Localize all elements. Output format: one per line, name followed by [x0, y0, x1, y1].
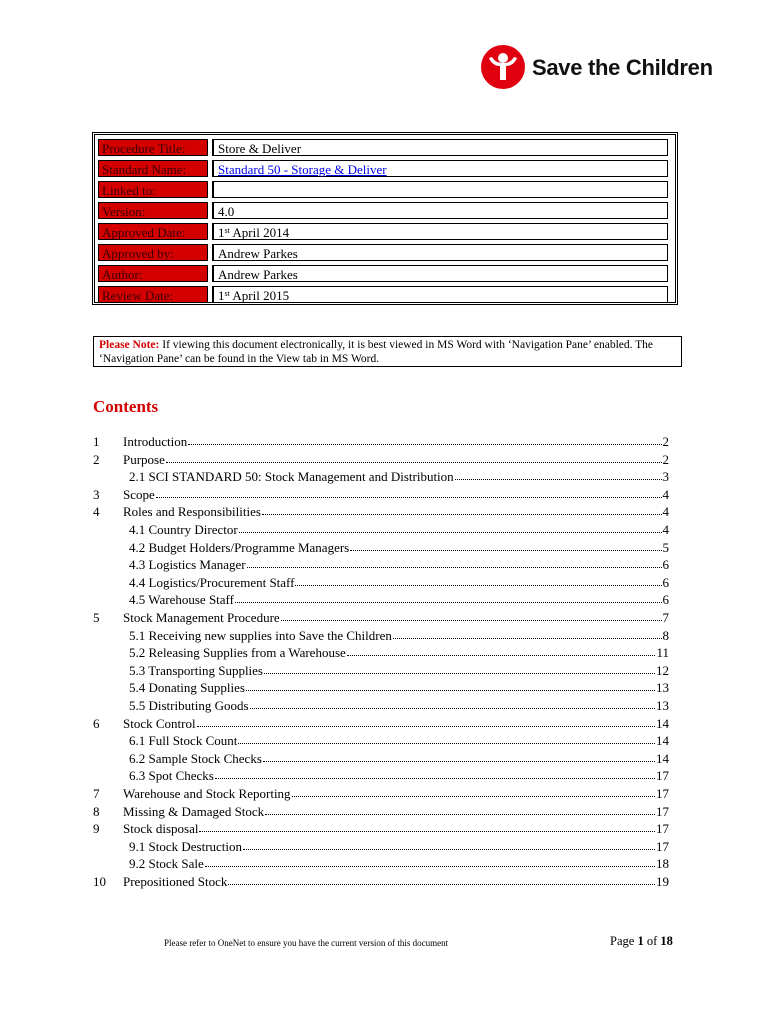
toc-entry-title: Stock disposal — [123, 821, 199, 836]
toc-dot-leader — [238, 731, 655, 744]
toc-entry-title: 6.3 Spot Checks — [129, 768, 214, 783]
info-label: Approved by: — [98, 244, 208, 261]
toc-entry-title: Stock Management Procedure — [123, 610, 280, 625]
toc-entry-title: 4.2 Budget Holders/Programme Managers — [129, 540, 350, 555]
info-row-linked-to — [98, 181, 672, 198]
info-value: Store & Deliver — [212, 139, 668, 156]
toc-entry-number: 9 — [93, 821, 100, 836]
toc-dot-leader — [455, 467, 662, 480]
toc-entry-page: 13 — [656, 680, 669, 695]
toc-dot-leader — [235, 590, 662, 603]
toc-entry-page: 4 — [662, 487, 669, 502]
toc-entry-title: 4.5 Warehouse Staff — [129, 592, 234, 607]
info-row-version — [98, 202, 672, 219]
toc-entry[interactable] — [93, 591, 669, 609]
toc-entry[interactable] — [93, 503, 669, 521]
contents-heading: Contents — [93, 397, 159, 416]
info-value — [212, 286, 668, 303]
info-row-approved-date — [98, 223, 672, 240]
footer-note: Please refer to OneNet to ensure you have the current version of this document — [164, 938, 449, 948]
toc-entry-title: 6.1 Full Stock Count — [129, 733, 238, 748]
info-value — [212, 160, 668, 177]
toc-entry-page: 17 — [656, 786, 669, 801]
please-note-box — [93, 336, 682, 367]
toc-entry-page: 17 — [656, 821, 669, 836]
toc-entry[interactable] — [93, 767, 669, 785]
info-label: Linked to: — [98, 181, 208, 198]
toc-dot-leader — [265, 802, 655, 815]
toc-entry-title: 2.1 SCI STANDARD 50: Stock Management and Distribution — [129, 469, 454, 484]
toc-entry[interactable] — [93, 679, 669, 697]
info-label: Review Date: — [98, 286, 208, 303]
toc-dot-leader — [263, 749, 655, 762]
date-rest: April 2014 — [229, 225, 290, 240]
toc-entry[interactable] — [93, 556, 669, 574]
date-ordinal: st — [224, 289, 230, 298]
page-current: 1 — [637, 934, 644, 948]
info-row-approved-by — [98, 244, 672, 261]
toc-entry-number: 3 — [93, 487, 100, 502]
page-word: Page — [610, 934, 638, 948]
toc-dot-leader — [188, 432, 661, 445]
toc-entry[interactable] — [93, 732, 669, 750]
toc-entry-title: Roles and Responsibilities — [123, 504, 261, 519]
toc-entry-title: Stock Control — [123, 716, 196, 731]
toc-dot-leader — [350, 538, 661, 551]
toc-dot-leader — [281, 608, 662, 621]
date-rest: April 2015 — [229, 288, 290, 303]
toc-entry-number: 6 — [93, 716, 100, 731]
toc-dot-leader — [156, 485, 662, 498]
info-row-review-date — [98, 286, 672, 303]
toc-dot-leader — [292, 784, 655, 797]
toc-dot-leader — [205, 854, 655, 867]
toc-dot-leader — [228, 872, 655, 885]
toc-entry-title: 5.1 Receiving new supplies into Save the Children — [129, 628, 392, 643]
toc-entry-page: 8 — [662, 628, 669, 643]
toc-dot-leader — [246, 678, 655, 691]
toc-entry-page: 6 — [662, 592, 669, 607]
toc-entry-number: 5 — [93, 610, 100, 625]
toc-entry-title: 4.3 Logistics Manager — [129, 557, 246, 572]
info-value — [212, 181, 668, 198]
toc-dot-leader — [247, 555, 662, 568]
toc-dot-leader — [239, 520, 662, 533]
page-total: 18 — [660, 934, 673, 948]
toc-entry-page: 12 — [656, 663, 669, 678]
save-the-children-logo — [480, 44, 720, 96]
toc-entry-page: 2 — [662, 452, 669, 467]
toc-entry[interactable] — [93, 468, 669, 486]
info-row-author — [98, 265, 672, 282]
toc-entry-number: 8 — [93, 804, 100, 819]
toc-entry-page: 7 — [662, 610, 669, 625]
toc-dot-leader — [166, 450, 662, 463]
toc-entry-page: 14 — [656, 733, 669, 748]
toc-entry-number: 10 — [93, 874, 106, 889]
toc-entry-page: 3 — [662, 469, 669, 484]
toc-entry-title: 5.3 Transporting Supplies — [129, 663, 263, 678]
toc-entry[interactable] — [93, 855, 669, 873]
toc-entry-page: 4 — [662, 522, 669, 537]
toc-entry-number: 4 — [93, 504, 100, 519]
toc-entry-number: 7 — [93, 786, 100, 801]
toc-entry[interactable] — [93, 820, 669, 838]
info-label: Procedure Title: — [98, 139, 208, 156]
toc-dot-leader — [215, 766, 655, 779]
toc-dot-leader — [199, 819, 655, 832]
toc-entry-page: 19 — [656, 874, 669, 889]
toc-dot-leader — [264, 661, 655, 674]
toc-entry-number: 1 — [93, 434, 100, 449]
toc-entry[interactable] — [93, 609, 669, 627]
info-label: Approved Date: — [98, 223, 208, 240]
toc-entry-page: 13 — [656, 698, 669, 713]
info-label: Standard Name: — [98, 160, 208, 177]
toc-dot-leader — [243, 837, 655, 850]
info-value — [212, 223, 668, 240]
info-label: Version: — [98, 202, 208, 219]
toc-entry[interactable] — [93, 521, 669, 539]
standard-name-link[interactable]: Standard 50 - Storage & Deliver — [218, 162, 387, 177]
toc-dot-leader — [393, 626, 662, 639]
toc-entry-page: 18 — [656, 856, 669, 871]
toc-entry-page: 5 — [662, 540, 669, 555]
toc-dot-leader — [295, 573, 661, 586]
info-row-procedure-title — [98, 139, 672, 156]
toc-entry-title: Purpose — [123, 452, 165, 467]
info-row-standard-name — [98, 160, 672, 177]
toc-entry-page: 17 — [656, 768, 669, 783]
toc-entry-title: 5.4 Donating Supplies — [129, 680, 245, 695]
page-number — [610, 934, 673, 949]
toc-entry-title: Scope — [123, 487, 155, 502]
toc-entry-page: 14 — [656, 751, 669, 766]
toc-dot-leader — [197, 714, 655, 727]
toc-entry-title: Missing & Damaged Stock — [123, 804, 265, 819]
toc-entry-page: 17 — [656, 804, 669, 819]
date-day: 1 — [218, 288, 225, 303]
toc-entry[interactable] — [93, 697, 669, 715]
logo-wordmark: Save the Children — [532, 55, 713, 80]
toc-entry-title: 4.1 Country Director — [129, 522, 238, 537]
toc-entry-title: 9.1 Stock Destruction — [129, 839, 243, 854]
info-label: Author: — [98, 265, 208, 282]
toc-entry-title: 4.4 Logistics/Procurement Staff — [129, 575, 295, 590]
toc-dot-leader — [347, 643, 656, 656]
toc-entry-title: 9.2 Stock Sale — [129, 856, 204, 871]
toc-entry[interactable] — [93, 433, 669, 451]
toc-entry-title: Warehouse and Stock Reporting — [123, 786, 291, 801]
toc-entry-page: 17 — [656, 839, 669, 854]
note-text: If viewing this document electronically, it is best viewed in MS Word with ‘Navigation Pane’ enabled. The ‘Navigation Pane’ can be found in the View tab in MS Word. — [99, 339, 654, 365]
date-ordinal: st — [224, 226, 230, 235]
toc-dot-leader — [250, 696, 655, 709]
toc-entry-page: 6 — [662, 575, 669, 590]
toc-entry[interactable] — [93, 644, 669, 662]
date-day: 1 — [218, 225, 225, 240]
info-value: Andrew Parkes — [212, 244, 668, 261]
toc-entry-title: Introduction — [123, 434, 188, 449]
toc-entry-title: Prepositioned Stock — [123, 874, 228, 889]
toc-dot-leader — [262, 502, 662, 515]
child-figure-logo-icon — [480, 44, 526, 90]
toc-entry-page: 4 — [662, 504, 669, 519]
toc-entry-page: 14 — [656, 716, 669, 731]
toc-entry[interactable] — [93, 873, 669, 891]
toc-entry-title: 5.2 Releasing Supplies from a Warehouse — [129, 645, 346, 660]
toc-entry-number: 2 — [93, 452, 100, 467]
toc-entry-title: 6.2 Sample Stock Checks — [129, 751, 262, 766]
page-of: of — [643, 934, 661, 948]
toc-entry-title: 5.5 Distributing Goods — [129, 698, 249, 713]
toc-entry[interactable] — [93, 785, 669, 803]
info-value: 4.0 — [212, 202, 668, 219]
note-label: Please Note: — [99, 339, 160, 351]
toc-entry-page: 2 — [662, 434, 669, 449]
procedure-info-table — [92, 132, 678, 305]
toc-entry-page: 11 — [656, 645, 669, 660]
info-value: Andrew Parkes — [212, 265, 668, 282]
toc-entry-page: 6 — [662, 557, 669, 572]
